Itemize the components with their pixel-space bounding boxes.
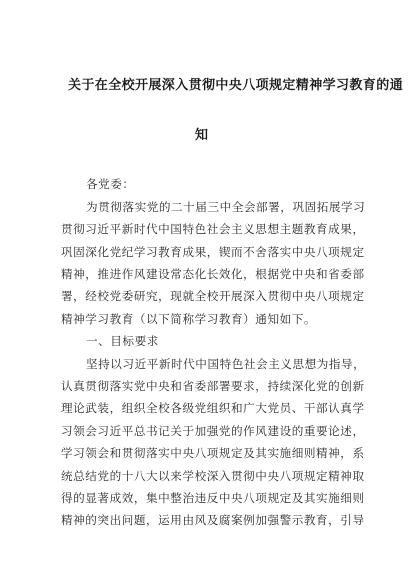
body-line: 统总结党的十八大以来学校深入贯彻中央八项规定精神取 — [61, 469, 365, 483]
body-line: 精神的突出问题，运用由风及腐案例加强警示教育，引导 — [61, 513, 365, 527]
document-title-line-1: 关于在全校开展深入贯彻中央八项规定精神学习教育的通 — [68, 78, 404, 93]
body-line: 理论武装，组织全校各级党组织和广大党员、干部认真学 — [61, 401, 365, 415]
body-line: 得的显著成效，集中整治违反中央八项规定及其实施细则 — [61, 491, 365, 505]
body-line: 署，经校党委研究，现就全校开展深入贯彻中央八项规定 — [61, 289, 365, 303]
body-line: 认真贯彻落实党中央和省委部署要求，持续深化党的创新 — [61, 379, 365, 393]
body-line: 精神学习教育（以下简称学习教育）通知如下。 — [61, 312, 317, 326]
body-line: 巩固深化党纪学习教育成果，锲而不舍落实中央八项规定 — [61, 245, 365, 259]
body-line: 学习领会和贯彻落实中央八项规定及其实施细则精神，系 — [61, 446, 365, 460]
body-line: 习领会习近平总书记关于加强党的作风建设的重要论述， — [61, 424, 365, 438]
body-line: 精神，推进作风建设常态化长效化，根据党中央和省委部 — [61, 267, 365, 281]
body-line: 坚持以习近平新时代中国特色社会主义思想为指导， — [86, 357, 366, 371]
document-title-line-2: 知 — [195, 128, 209, 143]
body-line: 为贯彻落实党的二十届三中全会部署，巩固拓展学习 — [86, 200, 366, 214]
salutation: 各党委： — [86, 177, 135, 191]
body-line: 贯彻习近平新时代中国特色社会主义思想主题教育成果， — [61, 222, 365, 236]
section-heading: 一、目标要求 — [86, 334, 159, 348]
